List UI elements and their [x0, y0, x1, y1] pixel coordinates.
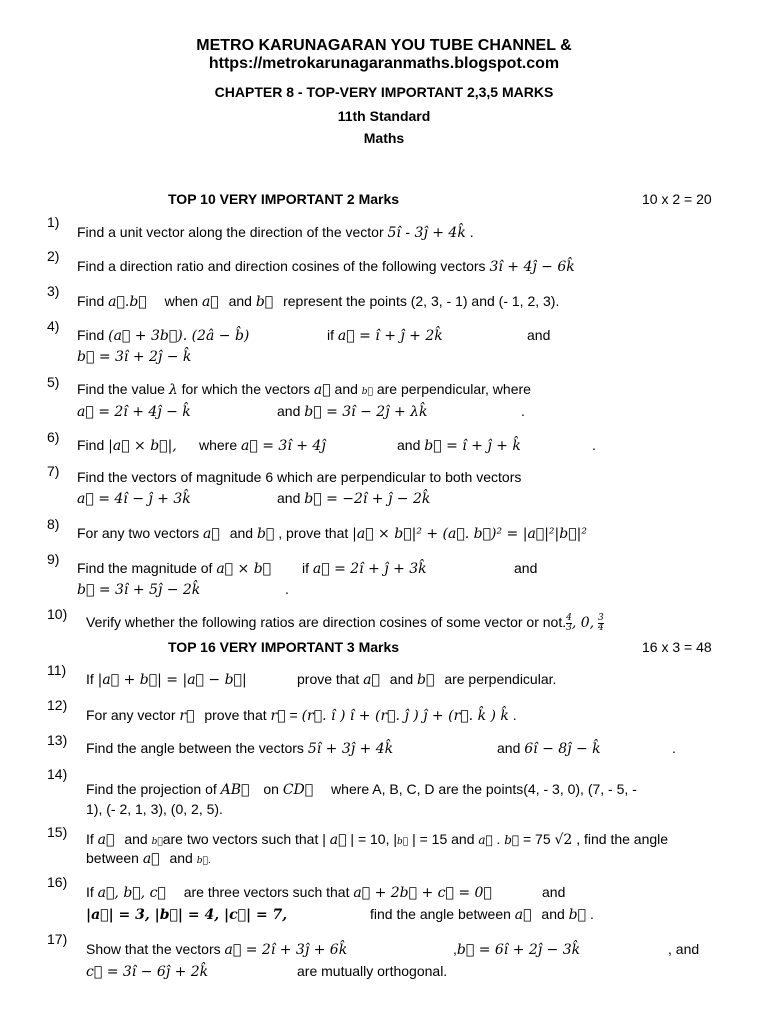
q10-fraction-1: $\frac{4}{3}$: [566, 613, 572, 633]
q5-lambda: λ: [168, 382, 178, 398]
q17-vector-b: b⃗ = 6î + 2ĵ − 3k̂: [456, 942, 581, 958]
q16-b: b⃗: [568, 907, 587, 923]
q14-vector-cd: CD⃗: [282, 782, 314, 798]
question-number: 3): [47, 283, 60, 299]
q17-text: Show that the vectors: [86, 941, 221, 957]
q12-expansion: (r⃗. î ) î + (r⃗. ĵ ) ĵ + (r⃗. k̂ ) k̂: [301, 708, 509, 724]
question-number: 4): [47, 318, 60, 334]
q12-text: For any vector: [86, 707, 176, 723]
question-16-line-2: [86, 906, 287, 923]
q15-find: , find the angle: [576, 831, 669, 847]
question-17-b: [453, 941, 580, 958]
q5-text: Find the value: [77, 381, 165, 397]
q11-vector-b: b⃗: [417, 672, 435, 688]
question-12: [86, 707, 517, 724]
q5-b-def: b⃗ = 3î − 2ĵ + λk̂: [304, 404, 428, 420]
q13-vector-1: 5î + 3ĵ + 4k̂: [307, 741, 394, 757]
q5-a-def: a⃗ = 2î + 4ĵ − k̂: [77, 404, 191, 420]
q2-text: Find a direction ratio and direction cosines of the following vectors: [77, 258, 486, 274]
question-number: 13): [47, 732, 68, 748]
q15-mag-b: b⃗: [397, 837, 409, 847]
q11-condition: |a⃗ + b⃗| = |a⃗ − b⃗|: [97, 672, 247, 688]
q7-vector-a: a⃗ = 4î − ĵ + 3k̂: [77, 491, 191, 507]
section-title-2-marks: TOP 10 VERY IMPORTANT 2 Marks: [168, 191, 400, 207]
question-number: 9): [47, 551, 60, 567]
question-number: 12): [47, 697, 68, 713]
q9-period: .: [285, 581, 289, 597]
q3-text: Find: [77, 293, 105, 309]
question-number: 7): [47, 463, 60, 479]
q12-period: .: [512, 707, 517, 723]
q17-and: , and: [668, 941, 700, 957]
question-1: [77, 224, 474, 241]
q15-between: between: [86, 850, 139, 866]
standard-heading: 11th Standard: [337, 108, 431, 124]
question-8: [77, 525, 587, 542]
q1-text: Find a unit vector along the direction of the vector: [77, 224, 384, 240]
q15-eq: = 75: [522, 831, 551, 847]
q8-vector-a: a⃗: [203, 526, 220, 542]
question-7-line-2: [77, 490, 191, 507]
q9-text: Find the magnitude of: [77, 560, 213, 576]
q1-vector: 5î - 3ĵ + 4k̂: [387, 225, 466, 241]
q10-fraction-2: $\frac{3}{4}$: [598, 613, 604, 633]
question-10: [86, 614, 604, 633]
question-15-line-2: [86, 850, 211, 867]
q15-sqrt2: √2: [554, 832, 573, 848]
q13-vector-2: 6î − 8ĵ − k̂: [524, 741, 601, 757]
q16-equation: a⃗ + 2b⃗ + c⃗ = 0⃗: [353, 885, 492, 901]
q16-vectors: a⃗, b⃗, c⃗: [97, 885, 166, 901]
q8-identity: |a⃗ × b⃗|² + (a⃗. b⃗)² = |a⃗|²|b⃗|²: [352, 526, 587, 542]
q8-prove: , prove that: [278, 525, 349, 541]
q5-text-3: are perpendicular, where: [376, 381, 531, 397]
q13-period: .: [672, 740, 676, 756]
q15-and: and: [124, 831, 148, 847]
q6-period: .: [592, 437, 596, 453]
question-9-line-2: [77, 581, 200, 598]
blog-url: https://metrokarunagaranmaths.blogspot.com: [208, 55, 560, 72]
q8-text: For any two vectors: [77, 525, 200, 541]
question-13: [86, 740, 393, 757]
q10-zero: , 0,: [571, 615, 595, 632]
q17-vector-c: c⃗ = 3î − 6ĵ + 2k̂: [86, 964, 209, 980]
q11-prove: prove that: [297, 671, 360, 687]
q11-and: and: [389, 671, 414, 687]
q16-and-2: and: [541, 906, 565, 922]
q5-vector-a: a⃗: [313, 382, 331, 398]
q9-and: and: [514, 560, 538, 576]
question-6-condition: [199, 437, 326, 454]
q15-b: b⃗.: [196, 856, 211, 866]
question-14-line-1: [86, 781, 637, 798]
q16-find: find the angle between: [370, 906, 511, 922]
section-marks-2: 10 x 2 = 20: [642, 191, 712, 207]
q15-text: are two vectors such that |: [162, 831, 326, 847]
question-17-line-1: [86, 941, 347, 958]
q9-vector-a: a⃗ = 2î + ĵ + 3k̂: [312, 561, 427, 577]
question-2: [77, 258, 575, 275]
question-9-condition: [302, 560, 427, 577]
q9-vector-b: b⃗ = 3î + 5ĵ − 2k̂: [77, 582, 201, 598]
q9-cross: a⃗ × b⃗: [216, 561, 272, 577]
q11-if: If: [86, 671, 94, 687]
q12-r: r⃗: [270, 708, 286, 724]
q6-and: and: [397, 437, 421, 453]
q3-and: and: [228, 293, 252, 309]
q3-vector-b: b⃗: [255, 294, 274, 310]
q13-and: and: [497, 740, 521, 756]
q8-vector-b: b⃗: [256, 526, 275, 542]
question-9-line-1: [77, 560, 271, 577]
question-11: [86, 671, 247, 688]
q14-on: on: [263, 781, 279, 797]
q15-a: a⃗: [142, 851, 160, 867]
question-4-condition: [327, 327, 443, 344]
section-title-3-marks: TOP 16 VERY IMPORTANT 3 Marks: [168, 639, 400, 655]
q17-comma: ,: [453, 941, 457, 957]
question-5-line-1: [77, 381, 531, 398]
q3-vector-a: a⃗: [201, 294, 219, 310]
question-6-condition-b: [397, 437, 521, 454]
q6-cross: |a⃗ × b⃗|,: [108, 438, 177, 454]
q13-text: Find the angle between the vectors: [86, 740, 304, 756]
q3-points: represent the points (2, 3, - 1) and (- 1, 2, 3).: [283, 293, 560, 309]
q14-vector-ab: AB⃗: [220, 782, 250, 798]
q4-if: if: [327, 327, 334, 343]
question-7-line-2b: [277, 490, 430, 507]
q12-eq: =: [289, 707, 298, 723]
subject-heading: Maths: [363, 130, 405, 146]
q15-dot: a⃗ . b⃗: [478, 833, 520, 847]
question-number: 2): [47, 248, 60, 264]
chapter-heading: CHAPTER 8 - TOP-VERY IMPORTANT 2,3,5 MARKS: [214, 84, 554, 100]
q12-prove: prove that: [204, 707, 267, 723]
q16-and: and: [542, 884, 566, 900]
q9-if: if: [302, 560, 309, 576]
q6-vector-a: a⃗ = 3î + 4ĵ: [241, 438, 326, 454]
question-15-line-1: [86, 831, 668, 848]
question-number: 11): [47, 662, 67, 678]
question-number: 10): [47, 606, 68, 622]
q5-period: .: [521, 403, 525, 419]
q16-if: If: [86, 884, 94, 900]
q11-perp: are perpendicular.: [444, 671, 557, 687]
q1-period: .: [469, 224, 474, 240]
q6-where: where: [199, 437, 238, 453]
question-5-line-2: [77, 403, 191, 420]
question-5-line-2b: [277, 403, 428, 420]
q7-vector-b: b⃗ = −2î + ĵ − 2k̂: [304, 491, 431, 507]
q5-and-2: and: [277, 403, 301, 419]
q15-if: If: [86, 831, 94, 847]
question-number: 17): [47, 931, 68, 947]
q17-orthogonal: are mutually orthogonal.: [297, 963, 448, 979]
q4-and: and: [527, 327, 551, 343]
q5-and: and: [334, 381, 358, 397]
question-number: 1): [47, 214, 60, 230]
q4-text: Find: [77, 327, 105, 343]
question-number: 15): [47, 824, 68, 840]
q14-points: where A, B, C, D are the points(4, - 3, 0), (7, - 5, -: [331, 781, 637, 797]
q10-text: Verify whether the following ratios are direction cosines of some vector or not.: [86, 614, 567, 631]
q16-a: a⃗: [514, 907, 532, 923]
q15-val-b: | = 15 and: [412, 831, 475, 847]
question-number: 14): [47, 766, 68, 782]
question-14-line-2: 1), (- 2, 1, 3), (0, 2, 5).: [86, 801, 223, 817]
question-number: 8): [47, 516, 60, 532]
q2-vector: 3î + 4ĵ − 6k̂: [489, 259, 575, 275]
q12-vector-r: r⃗: [179, 708, 195, 724]
q7-and: and: [277, 490, 301, 506]
q5-vector-b: b⃗: [361, 387, 373, 397]
q16-period: .: [589, 906, 594, 922]
question-13-b: [497, 740, 601, 757]
q15-and-2: and: [169, 850, 193, 866]
question-7-line-1: Find the vectors of magnitude 6 which are perpendicular to both vectors: [77, 469, 522, 485]
q15-mag-a: a⃗: [329, 832, 347, 848]
q4-vector-b: b⃗ = 3î + 2ĵ − k̂: [77, 349, 192, 365]
q16-text: are three vectors such that: [183, 884, 350, 900]
q4-expression: (a⃗ + 3b⃗). (2â − b̂): [108, 328, 250, 344]
question-16-line-1: [86, 884, 492, 901]
question-4-line-2: [77, 348, 191, 365]
q15-vector-a: a⃗: [97, 832, 115, 848]
question-6: [77, 437, 177, 454]
q15-vector-b: b⃗: [151, 837, 163, 847]
section-marks-3: 16 x 3 = 48: [642, 639, 712, 655]
q4-vector-a: a⃗ = î + ĵ + 2k̂: [337, 328, 443, 344]
question-number: 6): [47, 429, 60, 445]
question-4-line-1: [77, 327, 249, 344]
q3-dot-product: a⃗.b⃗: [108, 294, 147, 310]
q6-vector-b: b⃗ = î + ĵ + k̂: [424, 438, 521, 454]
q11-vector-a: a⃗: [363, 672, 380, 688]
question-number: 16): [47, 874, 68, 890]
question-11-b: [297, 671, 556, 688]
question-3: [77, 293, 559, 310]
q15-val-a: | = 10, |: [350, 831, 398, 847]
q17-vector-a: a⃗ = 2î + 3ĵ + 6k̂: [224, 942, 348, 958]
q16-magnitudes: |a⃗| = 3, |b⃗| = 4, |c⃗| = 7,: [86, 907, 288, 923]
q5-text-2: for which the vectors: [181, 381, 310, 397]
q3-when: when: [164, 293, 199, 309]
document-title: METRO KARUNAGARAN YOU TUBE CHANNEL &: [196, 37, 572, 54]
q6-text: Find: [77, 437, 105, 453]
question-17-line-2: [86, 963, 208, 980]
question-number: 5): [47, 374, 60, 390]
q14-text: Find the projection of: [86, 781, 217, 797]
q8-and: and: [229, 525, 254, 541]
question-16-line-2b: [370, 906, 594, 923]
